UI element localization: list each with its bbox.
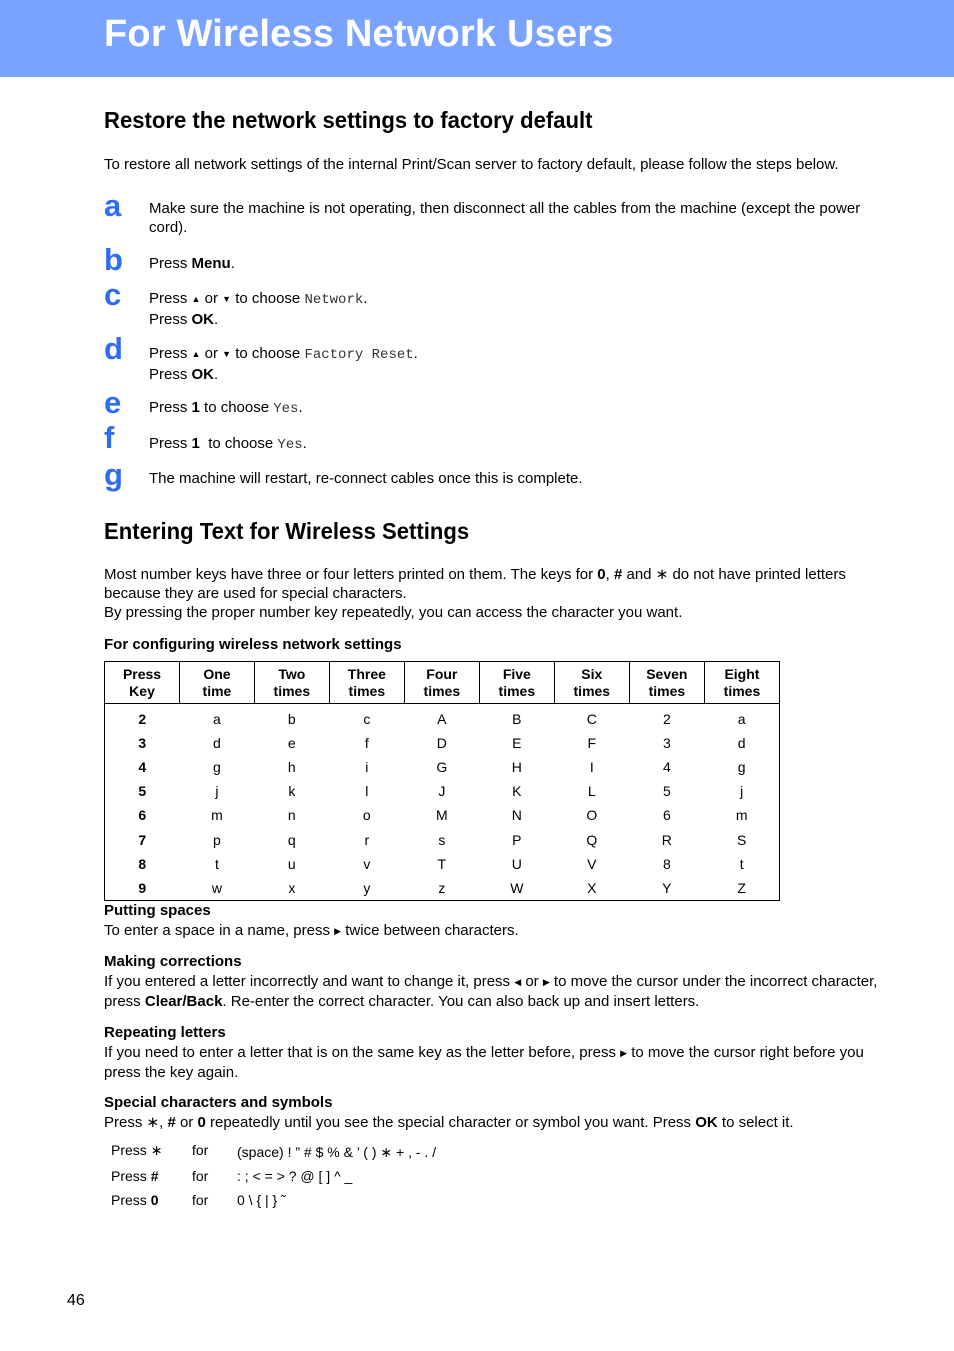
character-cell: x bbox=[254, 876, 329, 901]
table-header-cell bbox=[180, 662, 255, 704]
character-cell: 6 bbox=[662, 807, 671, 824]
down-arrow-icon: ▼ bbox=[222, 294, 232, 304]
step-e-choose: to choose bbox=[199, 399, 274, 416]
key-number-cell: 5 bbox=[105, 779, 180, 803]
key-number-cell: 4 bbox=[105, 755, 180, 779]
table-header-text: Eight bbox=[724, 665, 760, 682]
character-cell: b bbox=[287, 711, 296, 728]
key-0-label: 0 bbox=[597, 566, 606, 583]
step-e-pre: Press bbox=[149, 399, 192, 416]
entering-paragraph bbox=[104, 565, 904, 622]
character-cell: E bbox=[512, 735, 522, 752]
table-header-text: One bbox=[203, 665, 231, 682]
symbol-row-hash-chars: : ; < = > ? @ [ ] ^ _ bbox=[237, 1168, 353, 1184]
character-cell: A bbox=[437, 711, 447, 728]
right-arrow-icon: ▶ bbox=[542, 977, 550, 987]
putting-spaces-title: Putting spaces bbox=[104, 902, 211, 919]
step-e-post: . bbox=[298, 399, 303, 416]
step-d-post: . bbox=[413, 345, 418, 362]
step-letter-d: d bbox=[104, 331, 123, 366]
yes-option: Yes bbox=[273, 401, 299, 417]
character-cell: X bbox=[554, 876, 629, 901]
up-arrow-icon: ▲ bbox=[191, 294, 201, 304]
putting-spaces-pre: To enter a space in a name, press bbox=[104, 922, 335, 939]
right-arrow-icon: ▶ bbox=[620, 1048, 628, 1058]
step-c-or: or bbox=[200, 290, 223, 307]
character-cell: W bbox=[479, 876, 554, 901]
special-mid: repeatedly until you see the special character or symbol you want. Press bbox=[205, 1114, 696, 1131]
key-number-cell: 3 bbox=[105, 731, 180, 755]
table-header-cell bbox=[479, 662, 554, 704]
character-cell: Q bbox=[586, 831, 598, 848]
character-cell: o bbox=[362, 807, 371, 824]
page-number: 46 bbox=[67, 1292, 85, 1309]
table-row bbox=[105, 779, 780, 803]
down-arrow-icon: ▼ bbox=[222, 349, 232, 359]
corrections-title: Making corrections bbox=[104, 953, 242, 970]
character-cell: H bbox=[511, 759, 522, 776]
character-cell: I bbox=[589, 759, 594, 776]
table-header-row bbox=[105, 662, 780, 704]
character-cell: m bbox=[211, 807, 223, 824]
table-header-text: time bbox=[202, 682, 232, 699]
step-b-text bbox=[149, 254, 901, 273]
table-title: For configuring wireless network settings bbox=[104, 636, 402, 653]
clear-back-key-label: Clear/Back bbox=[144, 993, 223, 1010]
character-cell: F bbox=[587, 735, 597, 752]
character-cell: L bbox=[587, 783, 596, 800]
character-cell: 8 bbox=[662, 855, 671, 872]
special-title: Special characters and symbols bbox=[104, 1094, 333, 1111]
character-cell: O bbox=[586, 807, 598, 824]
character-cell: Y bbox=[629, 876, 704, 901]
table-row bbox=[105, 704, 780, 732]
corrections-post: . Re-enter the correct character. You can also back up and insert letters. bbox=[222, 993, 700, 1010]
repeating-pre: If you need to enter a letter that is on the same key as the letter before, press bbox=[104, 1044, 621, 1061]
menu-key-label: Menu bbox=[191, 255, 231, 272]
star-key-icon: ∗ bbox=[146, 1114, 160, 1131]
character-cell: T bbox=[437, 855, 447, 872]
step-d-line2-pre: Press bbox=[149, 366, 192, 383]
key-number-cell: 2 bbox=[105, 704, 180, 732]
step-c-pre: Press bbox=[149, 290, 192, 307]
table-header-text: Press bbox=[122, 665, 162, 682]
character-cell: a bbox=[704, 704, 779, 732]
character-cell: g bbox=[704, 755, 779, 779]
step-letter-g: g bbox=[104, 457, 123, 492]
ok-key-label: OK bbox=[191, 311, 215, 328]
table-row bbox=[105, 731, 780, 755]
table-header-text: Key bbox=[129, 682, 155, 699]
symbol-row-zero-for: for bbox=[192, 1192, 209, 1208]
step-letter-b: b bbox=[104, 242, 123, 277]
step-d-line2-post: . bbox=[214, 366, 219, 383]
character-cell: V bbox=[587, 855, 597, 872]
factory-reset-option: Factory Reset bbox=[304, 347, 414, 363]
step-letter-c: c bbox=[104, 277, 122, 312]
character-cell: v bbox=[363, 855, 371, 872]
table-header-cell bbox=[704, 662, 779, 704]
table-header-text: times bbox=[348, 682, 386, 699]
character-cell: r bbox=[364, 831, 370, 848]
key-1-label: 1 bbox=[191, 399, 200, 416]
step-c-text bbox=[149, 289, 901, 329]
repeating-title: Repeating letters bbox=[104, 1024, 226, 1041]
symbol-row-star-for: for bbox=[192, 1142, 209, 1158]
step-f-post: . bbox=[302, 435, 307, 452]
key-number-cell: 8 bbox=[105, 852, 180, 876]
table-row bbox=[105, 852, 780, 876]
ok-key-label: OK bbox=[191, 366, 215, 383]
table-row bbox=[105, 876, 780, 901]
step-d-pre: Press bbox=[149, 345, 192, 362]
key-character-table bbox=[104, 661, 780, 901]
table-header-text: times bbox=[498, 682, 536, 699]
key-1-label: 1 bbox=[191, 435, 200, 452]
character-cell: M bbox=[436, 807, 448, 824]
restore-heading: Restore the network settings to factory default bbox=[104, 107, 593, 133]
corrections-text bbox=[104, 972, 884, 1011]
entering-heading: Entering Text for Wireless Settings bbox=[104, 518, 470, 544]
step-f-pre: Press bbox=[149, 435, 192, 452]
press-label: Press bbox=[111, 1142, 151, 1158]
corrections-pre: If you entered a letter incorrectly and want to change it, press bbox=[104, 973, 515, 990]
character-cell: K bbox=[512, 783, 522, 800]
character-cell: k bbox=[288, 783, 296, 800]
star-key-icon: ∗ bbox=[655, 566, 669, 583]
character-cell: d bbox=[213, 735, 221, 752]
left-arrow-icon: ◀ bbox=[514, 977, 522, 987]
character-cell: h bbox=[287, 759, 296, 776]
special-pre: Press bbox=[104, 1114, 147, 1131]
ok-key-label: OK bbox=[695, 1114, 718, 1131]
character-cell: 4 bbox=[662, 759, 671, 776]
character-cell: R bbox=[661, 831, 672, 848]
yes-option: Yes bbox=[277, 437, 303, 453]
character-cell: S bbox=[704, 827, 779, 851]
character-cell: e bbox=[287, 735, 296, 752]
step-letter-e: e bbox=[104, 385, 122, 420]
key-number-cell: 6 bbox=[105, 803, 180, 827]
character-cell: 2 bbox=[662, 711, 671, 728]
character-cell: y bbox=[329, 876, 404, 901]
press-label: Press bbox=[111, 1192, 151, 1208]
character-cell: n bbox=[287, 807, 296, 824]
symbol-row-star-press bbox=[111, 1142, 162, 1159]
table-header-text: Seven bbox=[646, 665, 688, 682]
step-letter-f: f bbox=[104, 420, 115, 455]
step-letter-a: a bbox=[104, 188, 122, 223]
entering-p1-d: and bbox=[622, 566, 656, 583]
table-header-cell bbox=[404, 662, 479, 704]
step-c-line2-post: . bbox=[214, 311, 219, 328]
character-cell: s bbox=[438, 831, 446, 848]
step-d-or: or bbox=[200, 345, 223, 362]
character-cell: u bbox=[287, 855, 296, 872]
symbol-row-zero-chars: 0 \ { | } ˜ bbox=[237, 1192, 286, 1208]
table-header-text: Three bbox=[347, 665, 386, 682]
character-cell: d bbox=[704, 731, 779, 755]
character-cell: P bbox=[512, 831, 522, 848]
character-cell: U bbox=[511, 855, 522, 872]
key-hash-label: # bbox=[150, 1168, 159, 1184]
character-cell: t bbox=[704, 852, 779, 876]
up-arrow-icon: ▲ bbox=[191, 349, 201, 359]
step-f-text bbox=[149, 434, 901, 455]
table-header-text: times bbox=[423, 682, 461, 699]
step-b-post: . bbox=[230, 255, 235, 272]
symbol-row-hash-for: for bbox=[192, 1168, 209, 1184]
character-cell: G bbox=[436, 759, 448, 776]
table-header-cell bbox=[329, 662, 404, 704]
character-cell: 3 bbox=[662, 735, 671, 752]
key-0-label: 0 bbox=[150, 1192, 159, 1208]
character-cell: a bbox=[213, 711, 221, 728]
character-cell: 5 bbox=[662, 783, 671, 800]
special-text bbox=[104, 1113, 904, 1132]
table-header-cell bbox=[554, 662, 629, 704]
table-header-text: times bbox=[573, 682, 611, 699]
table-header-text: Six bbox=[581, 665, 603, 682]
key-number-cell: 7 bbox=[105, 827, 180, 851]
character-cell: B bbox=[512, 711, 522, 728]
putting-spaces-post: twice between characters. bbox=[341, 922, 519, 939]
character-cell: N bbox=[511, 807, 522, 824]
star-key-icon: ∗ bbox=[150, 1142, 163, 1158]
table-row bbox=[105, 755, 780, 779]
table-body bbox=[105, 704, 780, 901]
step-a-text: Make sure the machine is not operating, then disconnect all the cables from the machine (except the power cord). bbox=[149, 200, 861, 236]
special-post: to select it. bbox=[717, 1114, 794, 1131]
character-cell: i bbox=[365, 759, 369, 776]
special-comma: , bbox=[159, 1114, 168, 1131]
character-cell: l bbox=[365, 783, 369, 800]
table-header-text: times bbox=[273, 682, 311, 699]
entering-p1-c: , bbox=[605, 566, 614, 583]
restore-intro: To restore all network settings of the internal Print/Scan server to factory default, please follow the steps below. bbox=[104, 156, 839, 173]
step-b-pre: Press bbox=[149, 255, 192, 272]
putting-spaces-text bbox=[104, 921, 904, 941]
table-header-text: times bbox=[723, 682, 761, 699]
step-f-choose: to choose bbox=[199, 435, 278, 452]
character-cell: w bbox=[180, 876, 255, 901]
symbol-row-star-chars: (space) ! ” # $ % & ’ ( ) ∗ + , - . / bbox=[237, 1144, 437, 1160]
entering-p1-a: Most number keys have three or four letters printed on them. The keys for bbox=[104, 566, 598, 583]
corrections-or: or bbox=[521, 973, 543, 990]
table-header-text: Four bbox=[426, 665, 458, 682]
symbol-row-hash-press bbox=[111, 1168, 158, 1184]
step-c-post: . bbox=[363, 290, 368, 307]
character-cell: J bbox=[438, 783, 446, 800]
table-row bbox=[105, 827, 780, 851]
header-banner bbox=[0, 0, 954, 77]
table-header-cell bbox=[105, 662, 180, 704]
character-cell: t bbox=[214, 855, 219, 872]
character-cell: j bbox=[215, 783, 219, 800]
character-cell: g bbox=[213, 759, 221, 776]
character-cell: p bbox=[213, 831, 221, 848]
repeating-text bbox=[104, 1043, 904, 1082]
character-cell: c bbox=[363, 711, 371, 728]
table-header-text: times bbox=[648, 682, 686, 699]
table-header-cell bbox=[254, 662, 329, 704]
entering-p2: By pressing the proper number key repeatedly, you can access the character you want. bbox=[104, 604, 683, 621]
character-cell: D bbox=[436, 735, 447, 752]
character-cell: q bbox=[287, 831, 296, 848]
key-hash-label: # bbox=[167, 1114, 176, 1131]
key-0-label: 0 bbox=[197, 1114, 206, 1131]
step-g-text: The machine will restart, re-connect cables once this is complete. bbox=[149, 470, 583, 487]
step-e-text bbox=[149, 398, 901, 419]
step-d-choose: to choose bbox=[231, 345, 305, 362]
special-or: or bbox=[175, 1114, 198, 1131]
table-header-text: Five bbox=[502, 665, 531, 682]
network-option: Network bbox=[304, 292, 364, 308]
character-cell: m bbox=[704, 803, 779, 827]
corrections-mid: to move the cursor under the incorrect character, press bbox=[104, 973, 878, 1010]
character-cell: z bbox=[404, 876, 479, 901]
page-title: For Wireless Network Users bbox=[104, 13, 614, 55]
repeating-post: to move the cursor right before you press the key again. bbox=[104, 1044, 864, 1081]
step-d-text bbox=[149, 344, 901, 384]
right-arrow-icon: ▶ bbox=[334, 926, 342, 936]
step-c-line2-pre: Press bbox=[149, 311, 192, 328]
character-cell: j bbox=[704, 779, 779, 803]
table-row bbox=[105, 803, 780, 827]
key-number-cell: 9 bbox=[105, 876, 180, 901]
character-cell: f bbox=[364, 735, 369, 752]
table-header-cell bbox=[629, 662, 704, 704]
key-hash-label: # bbox=[613, 566, 623, 583]
symbol-row-zero-press bbox=[111, 1192, 158, 1208]
press-label: Press bbox=[111, 1168, 151, 1184]
character-cell: C bbox=[586, 711, 597, 728]
step-c-choose: to choose bbox=[231, 290, 305, 307]
entering-p1-e: do not have printed letters because they are used for special characters. bbox=[104, 566, 846, 602]
character-cell: Z bbox=[704, 876, 779, 901]
table-header-text: Two bbox=[278, 665, 306, 682]
